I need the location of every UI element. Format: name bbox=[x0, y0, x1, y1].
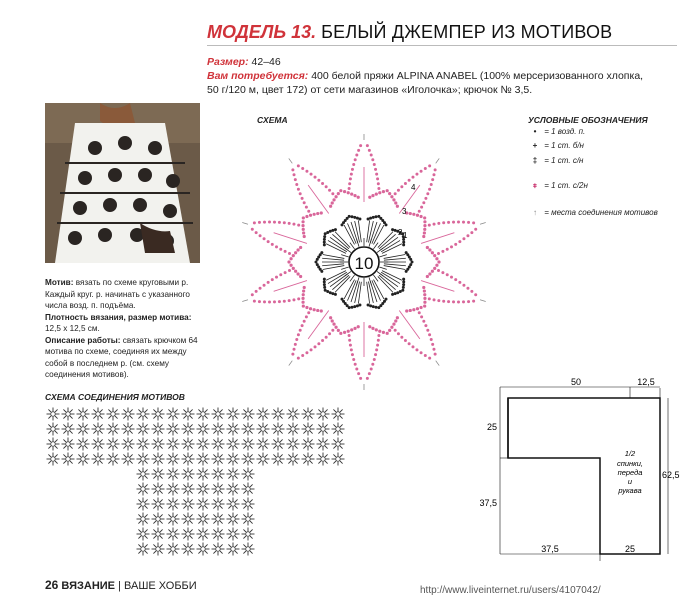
model-title: БЕЛЫЙ ДЖЕМПЕР ИЗ МОТИВОВ bbox=[321, 22, 613, 42]
materials-label: Вам потребуется: bbox=[207, 70, 309, 82]
legend-text: = 1 ст. б/н bbox=[544, 141, 584, 150]
legend-item-tr bbox=[528, 181, 698, 191]
piece-label-4: и bbox=[627, 477, 633, 486]
dim-bottom-left: 37,5 bbox=[541, 544, 559, 554]
title-divider bbox=[207, 45, 677, 46]
legend-text: = 1 ст. с/2н bbox=[544, 181, 588, 190]
materials-text-1: 400 белой пряжи ALPINA ANABEL (100% мерсеризованного хлопка, bbox=[311, 70, 644, 82]
page-number: 26 bbox=[45, 578, 59, 592]
row-label-2: 2 bbox=[398, 228, 403, 237]
model-number: МОДЕЛЬ 13. bbox=[207, 22, 317, 42]
legend-text: = 1 ст. с/н bbox=[544, 156, 584, 165]
legend-title: УСЛОВНЫЕ ОБОЗНАЧЕНИЯ bbox=[528, 115, 648, 125]
piece-label-2: спинки, bbox=[617, 459, 643, 468]
size-line bbox=[207, 55, 281, 69]
row-label-4: 4 bbox=[411, 183, 416, 192]
source-url: http://www.liveinternet.ru/users/4107042/ bbox=[420, 585, 601, 596]
sweater-photo-image bbox=[45, 103, 200, 263]
motif-text: вязать по схеме круговыми р. Каждый круг. р. начинать с указанного числа возд. п. подъёма. bbox=[45, 278, 190, 310]
legend-text: = места соединения мотивов bbox=[544, 208, 658, 217]
dim-top-width: 50 bbox=[570, 378, 582, 387]
join-arrow-icon: ↑ bbox=[533, 208, 537, 217]
density-text: 12,5 x 12,5 см. bbox=[45, 324, 100, 333]
legend-text: = 1 возд. п. bbox=[544, 127, 586, 136]
magazine-tagline: | ВАШЕ ХОББИ bbox=[118, 580, 197, 592]
page-title bbox=[207, 22, 612, 43]
joining-diagram bbox=[45, 404, 345, 564]
legend-item-sc bbox=[528, 141, 698, 151]
piece-label-1: 1/2 bbox=[624, 449, 636, 458]
motif-label: Мотив: bbox=[45, 278, 74, 287]
chain-icon: • bbox=[533, 127, 537, 136]
dim-bottom-right: 25 bbox=[624, 544, 636, 554]
size-value: 42–46 bbox=[251, 56, 281, 68]
treble-crochet-icon: ⧧ bbox=[532, 181, 538, 190]
description-block bbox=[45, 277, 205, 381]
dim-right-height: 62,5 bbox=[662, 470, 680, 480]
motif-diagram bbox=[230, 120, 520, 400]
pattern-schematic bbox=[480, 378, 690, 563]
density-label: Плотность вязания, размер мотива: bbox=[45, 312, 192, 322]
legend-item-dc bbox=[528, 156, 698, 166]
work-paragraph bbox=[45, 335, 205, 381]
row-label-1: 1 bbox=[403, 231, 408, 240]
materials-line bbox=[207, 69, 643, 83]
legend-item-join bbox=[528, 208, 698, 218]
materials-line-2: 50 г/120 м, цвет 172) от сети магазинов «Иголочка»; крючок № 3,5. bbox=[207, 84, 533, 96]
center-label: 10 bbox=[354, 254, 374, 273]
size-label: Размер: bbox=[207, 56, 249, 68]
footer bbox=[45, 578, 197, 592]
work-label: Описание работы: bbox=[45, 335, 121, 345]
scheme-label: СХЕМА bbox=[257, 115, 288, 125]
dim-left-top: 25 bbox=[486, 422, 497, 432]
legend-item-chain bbox=[528, 127, 698, 137]
dim-left-bottom: 37,5 bbox=[480, 498, 497, 508]
piece-label-5: рукава bbox=[618, 486, 642, 495]
motif-diagram-svg bbox=[230, 120, 520, 400]
density-paragraph bbox=[45, 312, 205, 335]
joining-title: СХЕМА СОЕДИНЕНИЯ МОТИВОВ bbox=[45, 392, 185, 402]
pattern-schematic-svg bbox=[480, 378, 690, 563]
dim-sleeve-top: 12,5 bbox=[637, 378, 655, 387]
sweater-photo bbox=[45, 103, 200, 263]
double-crochet-icon: ‡ bbox=[532, 156, 538, 165]
magazine-name: ВЯЗАНИЕ bbox=[61, 580, 116, 592]
row-label-3: 3 bbox=[402, 207, 407, 216]
piece-label-3: переда bbox=[617, 468, 643, 477]
joining-diagram-svg bbox=[45, 404, 345, 564]
motif-paragraph bbox=[45, 277, 205, 312]
single-crochet-icon: + bbox=[532, 141, 538, 150]
work-text: связать крючком 64 мотива по схеме, соединяя их между собой в последнем р. (см. схему соединения мотивов). bbox=[45, 335, 198, 379]
